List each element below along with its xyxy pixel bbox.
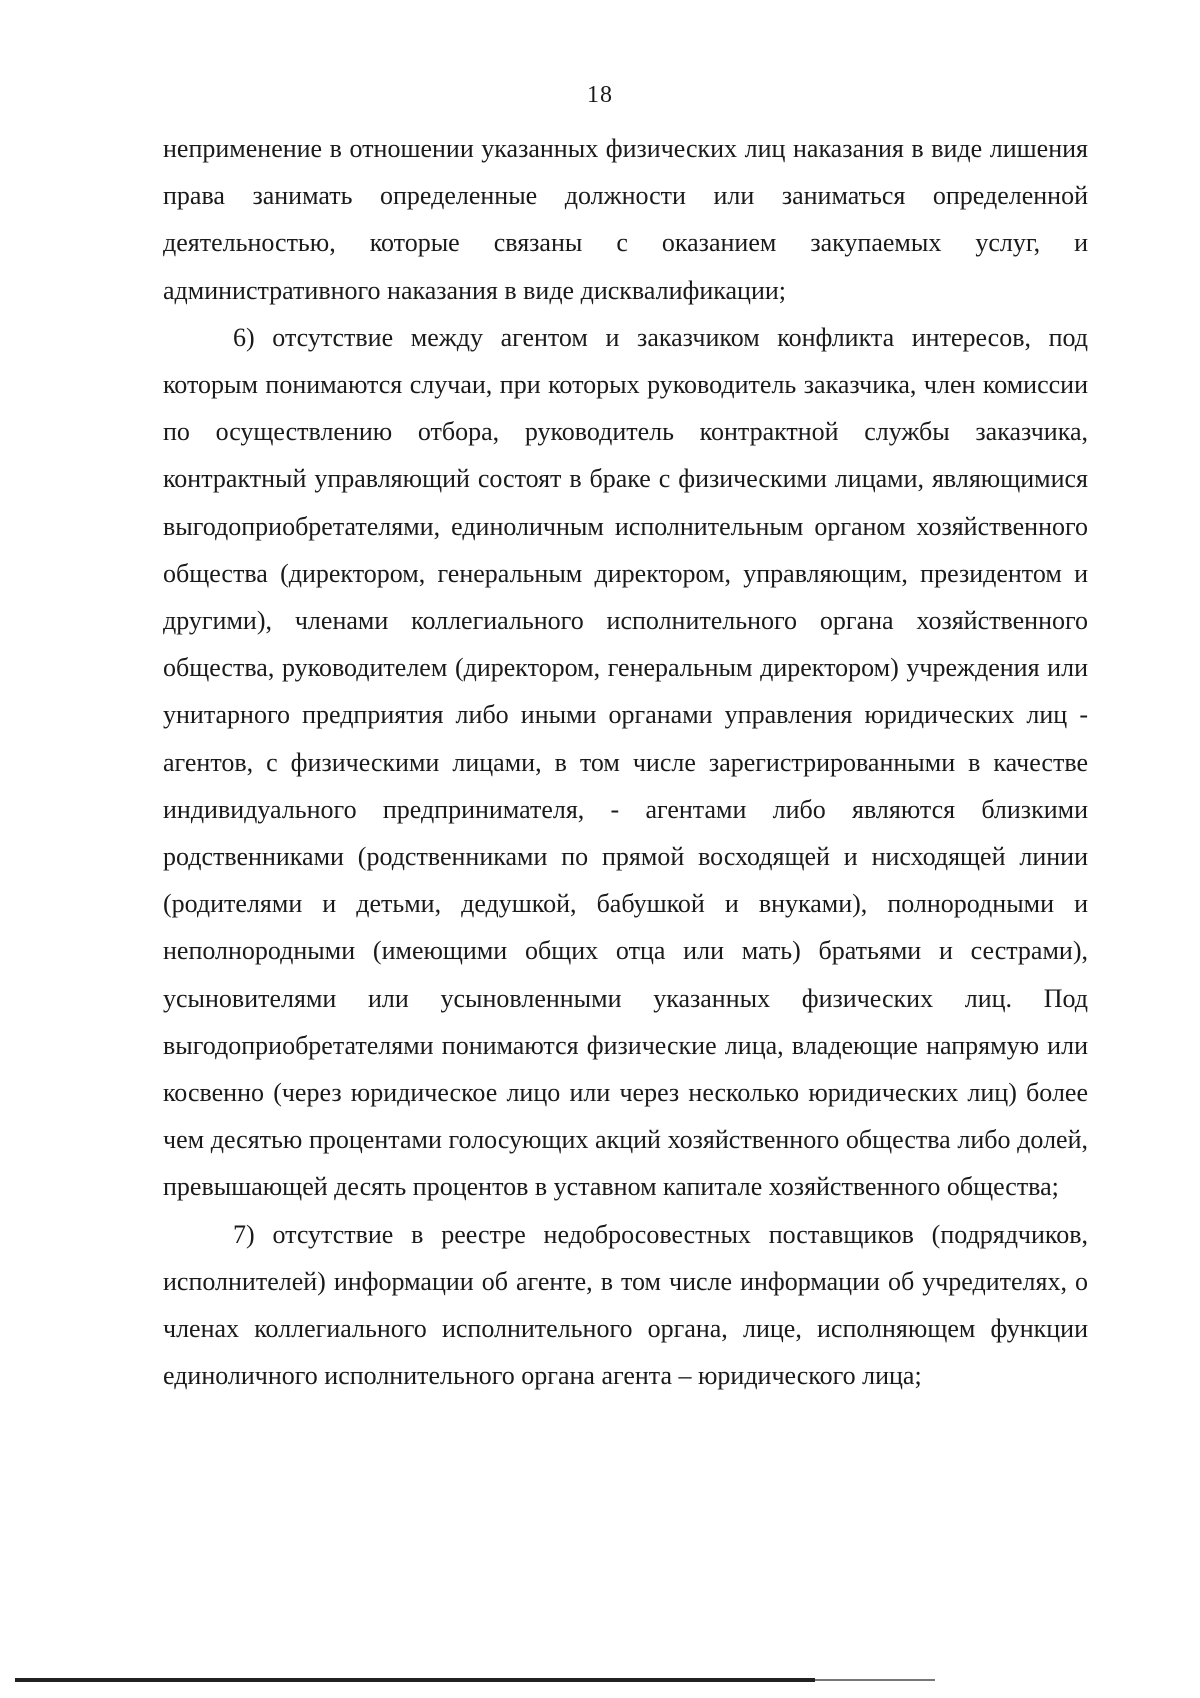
paragraph-item-7: 7) отсутствие в реестре недобросовестных поставщиков (подрядчиков, исполнителей) информации об агенте, в том числе информации об учредителях, о членах коллегиального исполнительного органа, лице, исполняющем функции единоличного исполнительного органа агента – юридического лица; (163, 1219, 1088, 1391)
paragraph-continuation: неприменение в отношении указанных физических лиц наказания в виде лишения права занимать определенные должности или заниматься определенной деятельностью, которые связаны с оказанием закупаемых услуг, и административного наказания в виде дисквалификации; (163, 134, 1088, 305)
page-number: 18 (587, 82, 613, 108)
bottom-scan-rule-tail (815, 1679, 935, 1681)
bottom-scan-rule (15, 1678, 815, 1682)
paragraph-item-6: 6) отсутствие между агентом и заказчиком конфликта интересов, под которым понимаются случаи, при которых руководитель заказчика, член комиссии по осуществлению отбора, руководитель контрактной службы заказчика, контрактный управляющий состоят в браке с физическими лицами, являющимися выгодоприобретателями, единоличным исполнительным органом хозяйственного общества (директором, генеральным директором, управляющим, президентом и другими), членами коллегиального исполнительного органа хозяйственного общества, руководителем (директором, генеральным директором) учреждения или унитарного предприятия либо иными органами управления юридических лиц - агентов, с физическими лицами, в том числе зарегистрированными в качестве индивидуального предпринимателя, - агентами либо являются близкими родственниками (родственниками по прямой восходящей и нисходящей линии (родителями и детьми, дедушкой, бабушкой и внуками), полнородными и неполнородными (имеющими общих отца или мать) братьями и сестрами), усыновителями или усыновленными указанных физических лиц. Под выгодоприобретателями понимаются физические лица, владеющие напрямую или косвенно (через юридическое лицо или через несколько юридических лиц) более чем десятью процентами голосующих акций хозяйственного общества либо долей, превышающей десять процентов в уставном капитале хозяйственного общества; (163, 322, 1088, 1202)
document-body (163, 125, 1088, 1399)
